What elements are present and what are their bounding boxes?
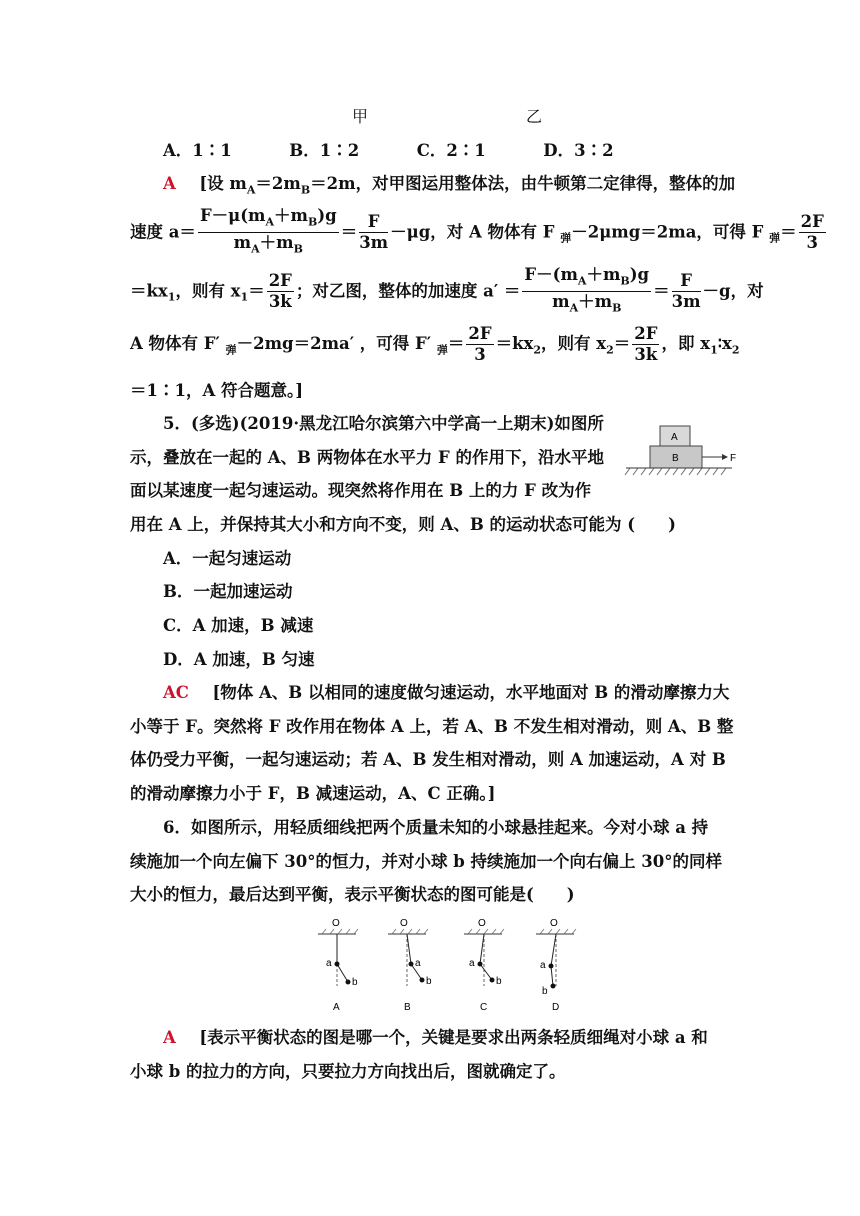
svg-text:a: a (469, 958, 475, 969)
q5-stem-line4: 用在 A 上，并保持其大小和方向不变，则 A、B 的运动状态可能为 ( ) (130, 515, 676, 534)
q6-stem-line2: 续施加一个向左偏下 30°的恒力，并对小球 b 持续施加一个向右偏上 30°的同样 (130, 852, 722, 871)
figure-label-yi: 乙 (526, 107, 543, 126)
q4-exp-text1: [设 $m_A=2m_B=2m$，对甲图运用整体法，由牛顿第二定律得，整体的加 (199, 174, 736, 197)
svg-text:a: a (326, 958, 332, 969)
q5-option-c: C．A 加速，B 减速 (163, 616, 314, 635)
pendulum-option-b (388, 918, 432, 1013)
q6-stem-line1: 6．如图所示，用轻质细线把两个质量未知的小球悬挂起来。今对小球 a 持 (163, 818, 709, 837)
pendulum-option-d (536, 918, 576, 1013)
pendulum-option-c (464, 918, 504, 1013)
pendulum-label-d: D (552, 1002, 560, 1013)
q5-block-figure (622, 420, 742, 482)
svg-text:b: b (542, 986, 548, 997)
q4-explanation-line1 (163, 173, 736, 201)
q5-explanation-line4: 的滑动摩擦力小于 F，B 减速运动，A、C 正确。] (130, 784, 496, 803)
pendulum-option-a (318, 918, 358, 1013)
q4-explanation-line2: 速度 a＝ $\frac{F-\mu(m_A+m_B)g}{m_A+m_B}$ ＝ $\frac{F}{3m}$ －μg，对 A 物体有 F $_弹$－2μmg＝2ma，可得 F $_弹$＝ $\frac{2F}{3}$ (130, 206, 824, 256)
q4-option-c: C．2∶1 (416, 141, 486, 160)
q4-option-d: D．3∶2 (543, 141, 614, 160)
pendulum-label-c: C (480, 1002, 488, 1013)
q6-stem-line3: 大小的恒力，最后达到平衡，表示平衡状态的图可能是( ) (130, 885, 575, 904)
svg-text:O: O (550, 918, 558, 929)
q4-explanation-line5: ＝1∶1，A 符合题意。] (130, 381, 304, 400)
svg-text:a: a (540, 960, 546, 971)
q5-stem-line3: 面以某速度一起匀速运动。现突然将作用在 B 上的力 F 改为作 (130, 481, 592, 500)
q4-option-b: B．1∶2 (289, 141, 360, 160)
q5-option-d: D．A 加速，B 匀速 (163, 650, 315, 669)
pivot-o-label: O (332, 918, 340, 929)
q6-explanation-line2: 小球 b 的拉力的方向，只要拉力方向找出后，图就确定了。 (130, 1062, 566, 1081)
q4-option-a: A．1∶1 (163, 141, 232, 160)
q4-options (163, 140, 763, 162)
q5-stem-line1: 5．(多选)(2019·黑龙江哈尔滨第六中学高一上期末)如图所 (163, 414, 604, 433)
force-label: F (730, 453, 737, 464)
q5-option-b: B．一起加速运动 (163, 582, 293, 601)
q6-explanation-line1 (163, 1027, 730, 1049)
q5-answer: AC (163, 683, 189, 702)
q6-pendulum-figures (312, 914, 582, 1016)
q5-explanation-line3: 体仍受力平衡，一起匀速运动；若 A、B 发生相对滑动，则 A 加速运动，A 对 B (130, 750, 726, 769)
q5-exp-text1: [物体 A、B 以相同的速度做匀速运动，水平地面对 B 的滑动摩擦力大 (212, 683, 730, 702)
q6-exp-text1: [表示平衡状态的图是哪一个，关键是要求出两条轻质细绳对小球 a 和 (199, 1028, 708, 1047)
q5-option-a: A．一起匀速运动 (163, 549, 292, 568)
force-arrow-head (722, 454, 728, 460)
q5-stem-line2: 示，叠放在一起的 A、B 两物体在水平力 F 的作用下，沿水平地 (130, 448, 604, 467)
ground-hatching (625, 468, 726, 475)
svg-text:b: b (352, 977, 358, 988)
svg-text:O: O (400, 918, 408, 929)
q5-explanation-line2: 小等于 F。突然将 F 改作用在物体 A 上，若 A、B 不发生相对滑动，则 A、B 整 (130, 717, 734, 736)
pendulum-label-b: B (404, 1002, 411, 1013)
q6-answer: A (163, 1028, 176, 1047)
svg-text:b: b (426, 976, 432, 987)
q5-explanation-line1 (163, 682, 730, 704)
block-b-label: B (672, 453, 679, 464)
pendulum-label-a: A (333, 1002, 340, 1013)
svg-text:a: a (415, 958, 421, 969)
q4-answer: A (163, 174, 176, 193)
svg-text:b: b (496, 976, 502, 987)
svg-text:O: O (478, 918, 486, 929)
block-a-label: A (671, 432, 678, 443)
q4-explanation-line4: A 物体有 F′ $_弹$－2mg＝2ma′ ，可得 F′ $_弹$＝ $\frac{2F}{3}$ $=kx_2$，则有 $x_2=$ $\frac{2F}{3k}$ ，即 $x_1∶x_2$ (130, 324, 740, 364)
figure-label-jia: 甲 (352, 107, 369, 126)
q4-explanation-line3: $=kx_1$，则有 $x_1=$ $\frac{2F}{3k}$ ；对乙图，整体的加速度 a′ ＝ $\frac{F-(m_A+m_B)g}{m_A+m_B}$ ＝ $\frac{F}{3m}$ －g，对 (130, 265, 764, 315)
